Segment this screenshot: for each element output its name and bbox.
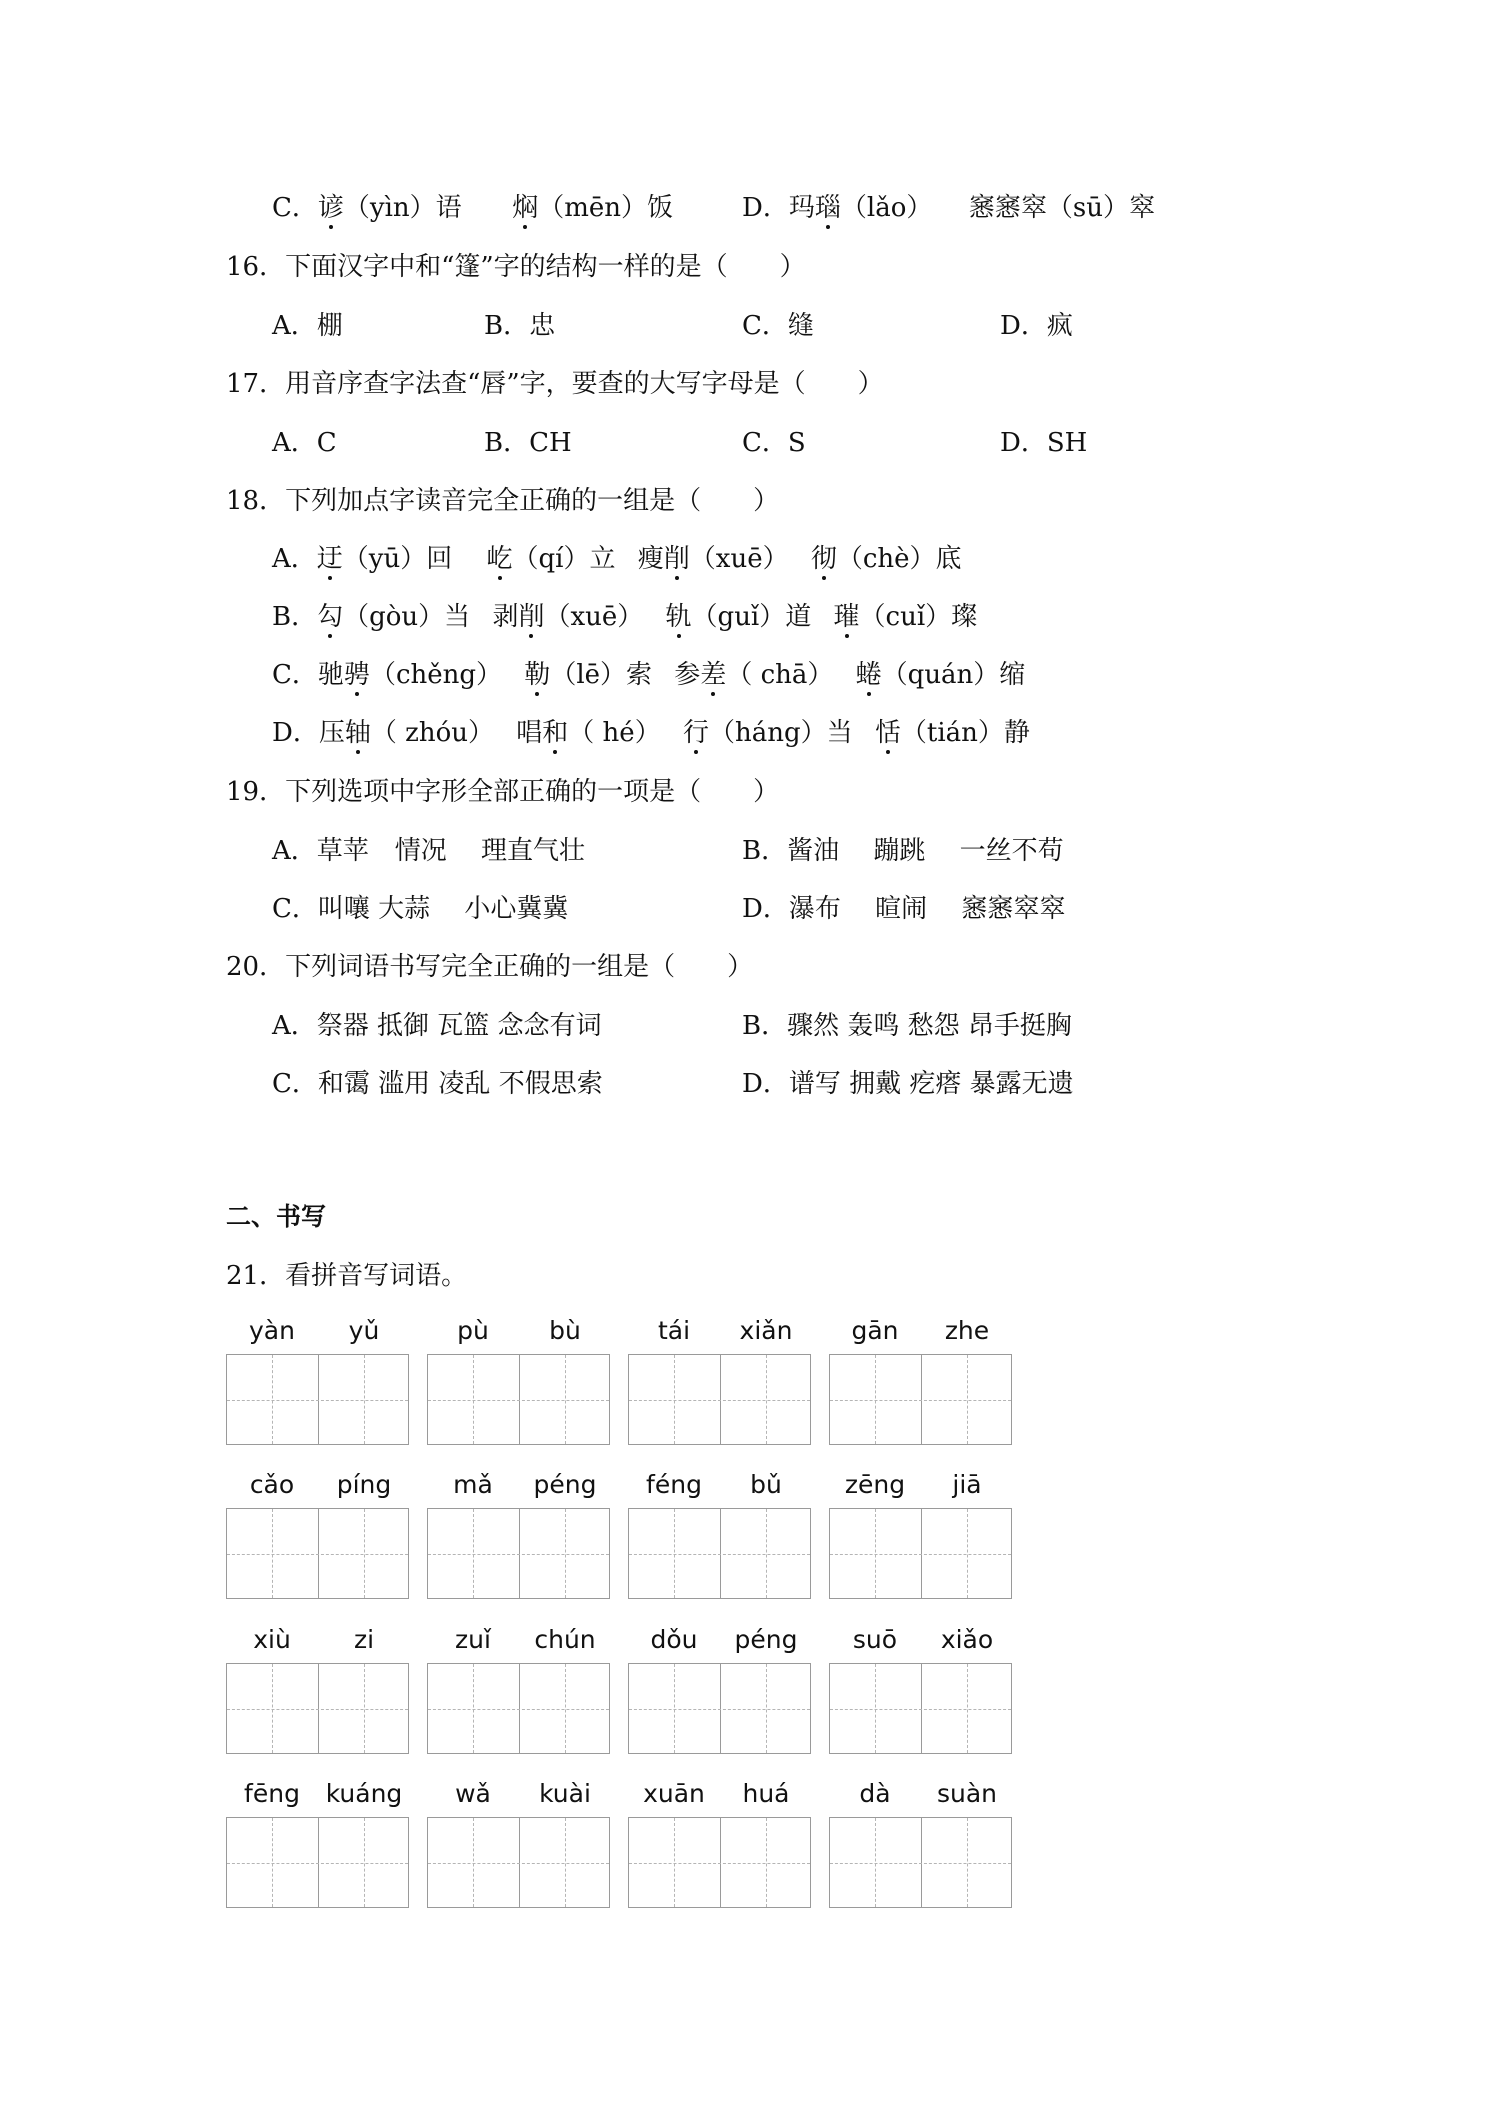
writing-box[interactable] <box>829 1354 1012 1445</box>
pinyin-label: mǎ <box>453 1470 493 1499</box>
q19-stem: 19．下列选项中字形全部正确的一项是（ ） <box>226 777 780 807</box>
pinyin-label: zhe <box>944 1316 990 1345</box>
pinyin-label: xuān <box>643 1779 705 1808</box>
pinyin-label: yàn <box>249 1316 295 1345</box>
pinyin-label: dǒu <box>650 1625 698 1654</box>
q17-option-d: D．SH <box>1000 428 1088 458</box>
pinyin-label: suō <box>852 1625 898 1654</box>
pinyin-label: chún <box>534 1625 596 1654</box>
pinyin-label: xiǎn <box>739 1316 793 1345</box>
writing-box[interactable] <box>628 1354 811 1445</box>
q20-option-a: A．祭器 抵御 瓦篮 念念有词 <box>272 1011 602 1041</box>
writing-box[interactable] <box>427 1817 610 1908</box>
pinyin-label: zēng <box>844 1470 906 1499</box>
pinyin-label: bǔ <box>750 1470 782 1499</box>
q17-stem: 17．用音序查字法查“唇”字，要查的大写字母是（ ） <box>226 369 884 399</box>
q18-option-c: C．驰骋（chěng） 勒（lē）索 参差（ chā） 蜷（quán）缩 <box>272 660 1026 690</box>
pinyin-label: gān <box>851 1316 899 1345</box>
q20-option-c: C．和霭 滥用 凌乱 不假思索 <box>272 1069 603 1099</box>
q20-option-b: B．骤然 轰鸣 愁怨 昂手挺胸 <box>742 1011 1072 1041</box>
pinyin-label: bù <box>549 1316 581 1345</box>
pinyin-label: suàn <box>936 1779 998 1808</box>
pinyin-label: kuáng <box>325 1779 403 1808</box>
pinyin-label: péng <box>533 1470 597 1499</box>
q17-option-a: A．C <box>272 428 337 458</box>
writing-box[interactable] <box>628 1663 811 1754</box>
pinyin-label: zi <box>353 1625 375 1654</box>
pinyin-label: kuài <box>539 1779 591 1808</box>
writing-box[interactable] <box>427 1354 610 1445</box>
q17-option-c: C．S <box>742 428 806 458</box>
pinyin-label: féng <box>646 1470 702 1499</box>
pinyin-label: wǎ <box>455 1779 491 1808</box>
writing-box[interactable] <box>427 1508 610 1599</box>
pinyin-label: pù <box>457 1316 489 1345</box>
q21-stem: 21．看拼音写词语。 <box>226 1261 468 1291</box>
q19-option-a: A．草苹 情况 理直气壮 <box>272 836 586 866</box>
writing-box[interactable] <box>226 1817 409 1908</box>
q18-option-b: B．勾（gòu）当 剥削（xuē） 轨（guǐ）道 璀（cuǐ）璨 <box>272 602 978 632</box>
pinyin-label: tái <box>657 1316 691 1345</box>
pinyin-label: xiù <box>253 1625 291 1654</box>
q17-option-b: B．CH <box>484 428 572 458</box>
q20-option-d: D．谱写 拥戴 疙瘩 暴露无遗 <box>742 1069 1074 1099</box>
q18-option-a: A．迂（yū）回 屹（qí）立 瘦削（xuē） 彻（chè）底 <box>272 544 962 574</box>
pinyin-label: píng <box>336 1470 392 1499</box>
writing-box[interactable] <box>628 1817 811 1908</box>
pinyin-label: péng <box>734 1625 798 1654</box>
pinyin-label: zuǐ <box>455 1625 491 1654</box>
q16-option-d: D．疯 <box>1000 311 1073 341</box>
q16-option-b: B．忠 <box>484 311 556 341</box>
pinyin-label: dà <box>859 1779 891 1808</box>
q15-option-d: D．玛瑙（lǎo） 窸窸窣（sū）窣 <box>742 193 1156 223</box>
q19-option-b: B．酱油 蹦跳 一丝不苟 <box>742 836 1064 866</box>
pinyin-label: fēng <box>244 1779 300 1808</box>
pinyin-label: yǔ <box>348 1316 380 1345</box>
q16-stem: 16．下面汉字中和“篷”字的结构一样的是（ ） <box>226 252 806 282</box>
writing-box[interactable] <box>226 1354 409 1445</box>
section-heading: 二、书写 <box>226 1202 327 1231</box>
pinyin-label: cǎo <box>249 1470 295 1499</box>
q20-stem: 20．下列词语书写完全正确的一组是（ ） <box>226 952 754 982</box>
q19-option-c: C．叫嚷 大蒜 小心冀冀 <box>272 894 569 924</box>
pinyin-label: huá <box>742 1779 790 1808</box>
pinyin-label: jiā <box>952 1470 982 1499</box>
writing-box[interactable] <box>427 1663 610 1754</box>
writing-box[interactable] <box>628 1508 811 1599</box>
writing-box[interactable] <box>226 1663 409 1754</box>
q18-option-d: D．压轴（ zhóu） 唱和（ hé） 行（háng）当 恬（tián）静 <box>272 718 1030 748</box>
writing-box[interactable] <box>829 1663 1012 1754</box>
q15-option-c: C．谚（yìn）语 焖（mēn）饭 <box>272 193 674 223</box>
q16-option-c: C．缝 <box>742 311 814 341</box>
pinyin-label: xiǎo <box>940 1625 994 1654</box>
writing-box[interactable] <box>829 1508 1012 1599</box>
q19-option-d: D．瀑布 暄闹 窸窸窣窣 <box>742 894 1066 924</box>
writing-box[interactable] <box>226 1508 409 1599</box>
writing-box[interactable] <box>829 1817 1012 1908</box>
q16-option-a: A．棚 <box>272 311 343 341</box>
q18-stem: 18．下列加点字读音完全正确的一组是（ ） <box>226 486 780 516</box>
